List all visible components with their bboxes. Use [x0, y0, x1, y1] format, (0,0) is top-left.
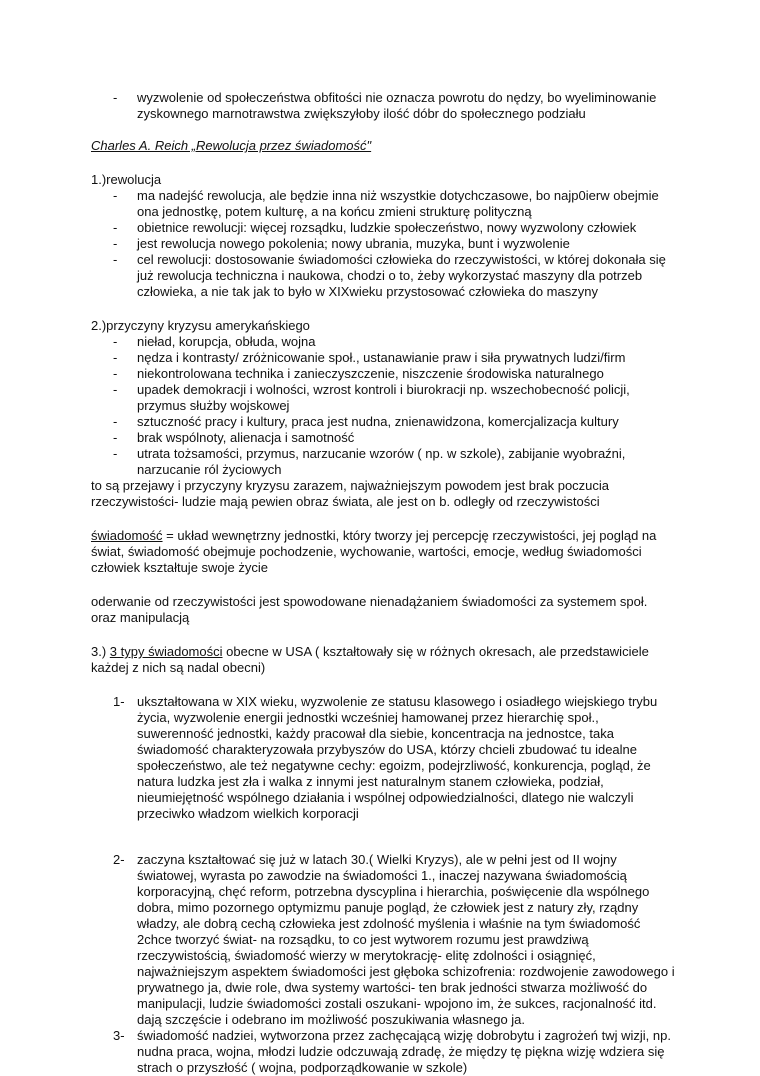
item-number: 3-: [113, 1028, 125, 1043]
list-item: - nieład, korupcja, obłuda, wojna: [91, 334, 676, 350]
document-body: [91, 90, 676, 1076]
item-text: świadomość nadziei, wytworzona przez zachęcającą wizję dobrobytu i zagrożeń twj wizji, np. nudna praca, wojna, młodzi ludzie odczuwają zdradę, że między tę piękna wizję wdziera się strach o przyszłość ( wojna, podporządkowanie w szkole): [137, 1028, 671, 1075]
section-2-summary: to są przejawy i przyczyny kryzysu zarazem, najważniejszym powodem jest brak poczucia rzeczywistości- ludzie mają pewien obraz świata, ale jest on b. odległy od rzeczywistości: [91, 478, 610, 509]
numbered-item: [91, 694, 676, 822]
section-1-title: 1.)rewolucja: [91, 172, 162, 187]
section-3-list: [91, 694, 676, 1076]
list-item: - upadek demokracji i wolności, wzrost kontroli i biurokracji np. wszechobecność policji, przymus służby wojskowej: [91, 382, 676, 414]
section-heading: Charles A. Reich „Rewolucja przez świadomość": [91, 138, 372, 153]
definition-term: świadomość: [91, 528, 163, 543]
list-item: - niekontrolowana technika i zanieczyszczenie, niszczenie środowiska naturalnego: [91, 366, 676, 382]
item-text: ukształtowana w XIX wieku, wyzwolenie ze statusu klasowego i osiadłego wiejskiego trybu życia, wyzwolenie energii jednostki wcześniej hamowanej przez hierarchię społ., suwerenność jednostki, każdy pracował dla siebie, koncentracja na jednostce, taka świadomość charakteryzowała przybyszów do USA, którzy chcieli zbudować tu idealne społeczeństwo, ale też negatywne cechy: egoizm, podejrzliwość, konkurencja, pogląd, że natura ludzka jest zła i walka z innymi jest naturalnym stanem człowieka, podział, nieumiejętność wspólnego działania i wspólnej odpowiedzialności, dlatego nie walczyli przeciwko władzom wielkich korporacji: [137, 694, 658, 821]
list-item: - nędza i kontrasty/ zróżnicowanie społ., ustanawianie praw i siła prywatnych ludzi/firm: [91, 350, 676, 366]
definition-paragraph: [91, 528, 676, 576]
list-item: - ma nadejść rewolucja, ale będzie inna niż wszystkie dotychczasowe, bo najp0ierw obejmie ona jednostkę, potem kulturę, a na końcu zmieni strukturę polityczną: [91, 188, 676, 220]
intro-list: [91, 90, 676, 122]
list-item: - jest rewolucja nowego pokolenia; nowy ubrania, muzyka, bunt i wyzwolenie: [91, 236, 676, 252]
item-text: zaczyna kształtować się już w latach 30.( Wielki Kryzys), ale w pełni jest od II wojny światowej, wyrasta po zawodzie na świadomości 1., inaczej nazywana świadomością korporacyjną, chęć reform, potrzebna dyscyplina i hierarchia, poświęcenie dla wspólnego dobra, mimo pozornego optymizmu panuje pogląd, że człowiek jest z natury zły, rządny władzy, ale dobrą cechą człowieka jest zdolność myślenia i właśnie na tym świadomość 2chce tworzyć świat- na rozsądku, to co jest wytworem rozumu jest prawdziwą rzeczywistością, świadomość wierzy w merytokrację- elitę zdolności i osiągnięć, najważniejszym aspektem świadomości jest głęboka schizofrenia: rozdwojenie zawodowego i prywatnego ja, dwie role, dwa systemy wartości- ten brak jedności stwarza możliwość do manipulacji, ludzie świadomości zostali oszukani- wpojono im, że sukces, racjonalność itd. dają szczęście i odebrano im możliwość poszukiwania własnego ja.: [137, 852, 675, 1027]
numbered-item: [91, 1028, 676, 1076]
list-item: - cel rewolucji: dostosowanie świadomości człowieka do rzeczywistości, w której dokonała się już rewolucja techniczna i naukowa, chodzi o to, żeby wykorzystać maszyny dla potrzeb człowieka, a nie tak jak to było w XIXwieku przystosować człowieka do maszyny: [91, 252, 676, 300]
list-item: - utrata tożsamości, przymus, narzucanie wzorów ( np. w szkole), zabijanie wyobraźni, narzucanie ról życiowych: [91, 446, 676, 478]
section-1-list: [91, 188, 676, 300]
section-2-title: 2.)przyczyny kryzysu amerykańskiego: [91, 318, 310, 333]
section-3-title: [91, 644, 676, 676]
list-spacer: [91, 822, 676, 852]
section-3-suffix: obecne w USA ( kształtowały się w różnych okresach, ale przedstawiciele każdej z nich są nadal obecni): [91, 644, 649, 675]
definition-text: = układ wewnętrzny jednostki, który tworzy jej percepcję rzeczywistości, jej pogląd na świat, świadomość obejmuje pochodzenie, wychowanie, wartości, emocje, według świadomości człowiek kształtuje swoje życie: [91, 528, 657, 575]
item-number: 2-: [113, 852, 125, 867]
list-item: - obietnice rewolucji: więcej rozsądku, ludzkie społeczeństwo, nowy wyzwolony człowiek: [91, 220, 676, 236]
list-item: - brak wspólnoty, alienacja i samotność: [91, 430, 676, 446]
list-item: - wyzwolenie od społeczeństwa obfitości nie oznacza powrotu do nędzy, bo wyeliminowanie zyskownego marnotrawstwa zwiększyłoby ilość dóbr do społecznego podziału: [91, 90, 676, 122]
numbered-item: [91, 852, 676, 1028]
list-item: - sztuczność pracy i kultury, praca jest nudna, znienawidzona, komercjalizacja kultury: [91, 414, 676, 430]
section-2-list: [91, 334, 676, 478]
section-3-prefix: 3.): [91, 644, 110, 659]
section-3-term: 3 typy świadomości: [109, 644, 223, 659]
detachment-paragraph: oderwanie od rzeczywistości jest spowodowane nienadążaniem świadomości za systemem społ. oraz manipulacją: [91, 594, 648, 625]
item-number: 1-: [113, 694, 125, 709]
